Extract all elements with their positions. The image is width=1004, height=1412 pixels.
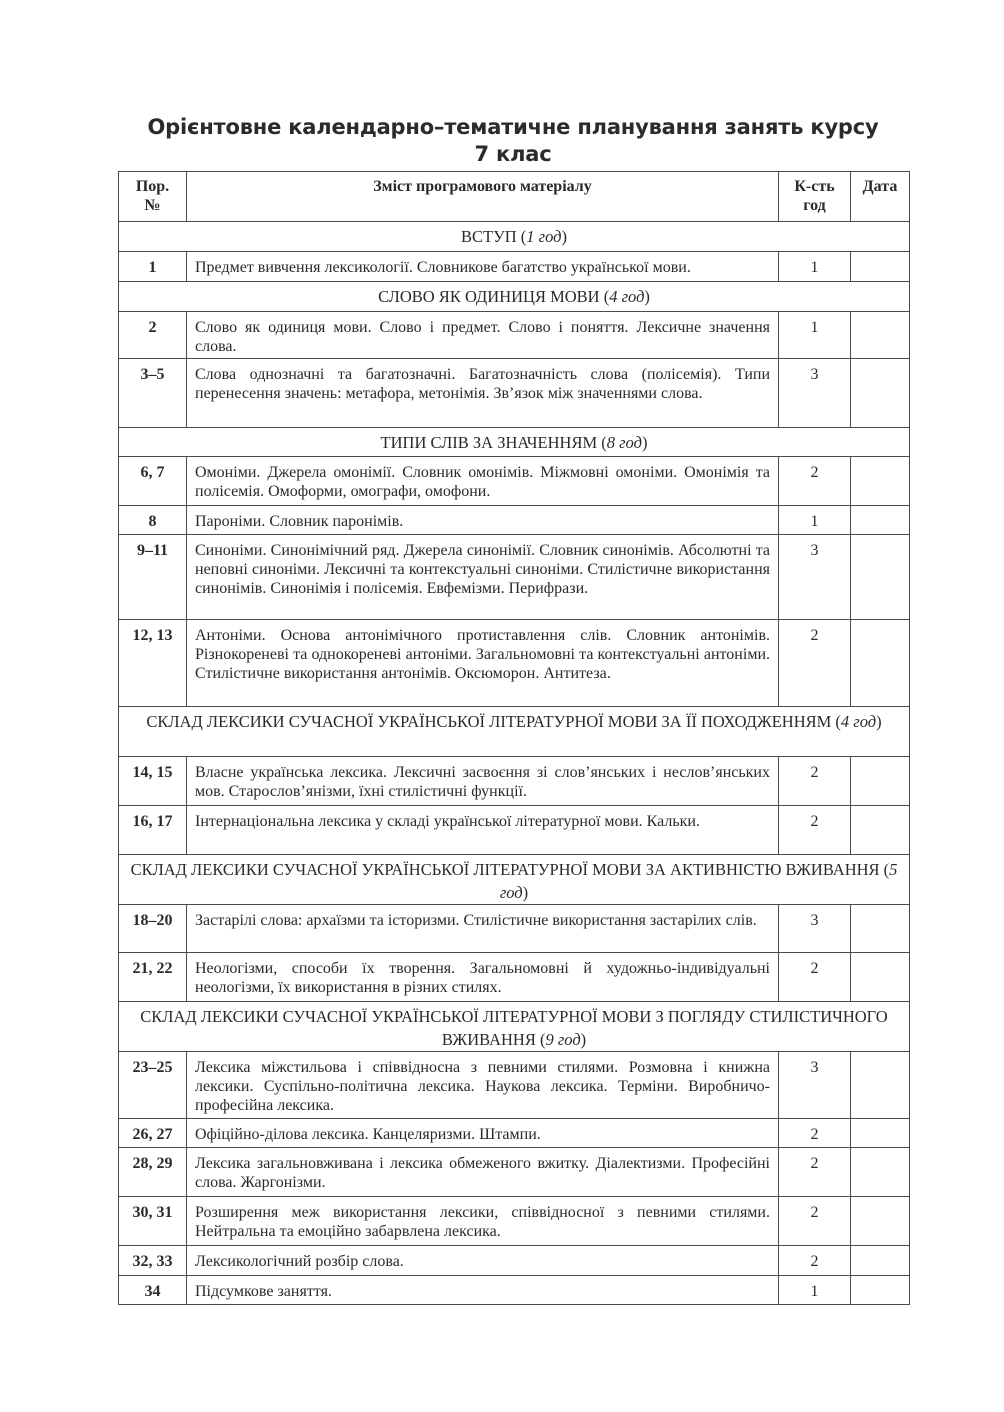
lesson-hours: 2 — [779, 953, 851, 1002]
lesson-date — [851, 953, 910, 1002]
lesson-content: Лексика загальновживана і лексика обмеженого вжитку. Діалектизми. Професійні слова. Жаргонізми. — [187, 1148, 779, 1197]
section-row — [119, 707, 910, 757]
table-row — [119, 1148, 910, 1197]
section-name: ВСТУП ( — [460, 227, 527, 246]
lesson-date — [851, 1276, 910, 1305]
lesson-hours: 1 — [779, 1276, 851, 1305]
lesson-hours: 1 — [779, 312, 851, 359]
lesson-date — [851, 312, 910, 359]
table-row — [119, 1119, 910, 1148]
section-row — [119, 1002, 910, 1052]
lesson-date — [851, 1246, 910, 1276]
section-row — [119, 222, 910, 252]
section-title: СКЛАД ЛЕКСИКИ СУЧАСНОЇ УКРАЇНСЬКОЇ ЛІТЕРАТУРНОЇ МОВИ ЗА АКТИВНІСТЮ ВЖИВАННЯ (5 год) — [119, 855, 910, 905]
lesson-hours: 2 — [779, 1119, 851, 1148]
lesson-content: Інтернаціональна лексика у складі української літературної мови. Кальки. — [187, 806, 779, 855]
section-row — [119, 282, 910, 312]
table-row — [119, 252, 910, 282]
lesson-number: 28, 29 — [119, 1148, 187, 1197]
table-row — [119, 953, 910, 1002]
lesson-hours: 2 — [779, 806, 851, 855]
lesson-number: 9–11 — [119, 535, 187, 620]
lesson-content: Неологізми, способи їх творення. Загальномовні й художньо-індивідуальні неологізми, їх використання в різних стилях. — [187, 953, 779, 1002]
lesson-hours: 2 — [779, 1246, 851, 1276]
page-title — [118, 114, 908, 168]
section-title: ВСТУП (1 год) — [119, 222, 910, 252]
table-row — [119, 1052, 910, 1119]
table-row — [119, 535, 910, 620]
table-row — [119, 1246, 910, 1276]
section-name: ТИПИ СЛІВ ЗА ЗНАЧЕННЯМ ( — [380, 433, 607, 452]
lesson-content: Застарілі слова: архаїзми та історизми. Стилістичне використання застарілих слів. — [187, 905, 779, 953]
lesson-content: Лексикологічний розбір слова. — [187, 1246, 779, 1276]
lesson-content: Пароніми. Словник паронімів. — [187, 506, 779, 535]
lesson-content: Предмет вивчення лексикології. Словникове багатство української мови. — [187, 252, 779, 282]
table-body — [119, 222, 910, 1305]
section-name: СКЛАД ЛЕКСИКИ СУЧАСНОЇ УКРАЇНСЬКОЇ ЛІТЕРАТУРНОЇ МОВИ З ПОГЛЯДУ СТИЛІСТИЧНОГО ВЖИВАННЯ ( — [140, 1007, 888, 1049]
lesson-number: 8 — [119, 506, 187, 535]
section-hours: 4 год — [609, 287, 645, 306]
table-row — [119, 1276, 910, 1305]
lesson-content: Синоніми. Синонімічний ряд. Джерела синонімії. Словник синонімів. Абсолютні та неповні синоніми. Лексичні та контекстуальні синоніми. Стилістичне використання синонімів. Синонімія і полісемія. Евфемізми. Перифрази. — [187, 535, 779, 620]
lesson-hours: 3 — [779, 1052, 851, 1119]
lesson-hours: 3 — [779, 535, 851, 620]
lesson-content: Офіційно-ділова лексика. Канцеляризми. Штампи. — [187, 1119, 779, 1148]
table-row — [119, 806, 910, 855]
lesson-date — [851, 535, 910, 620]
header-hours: К-сть год — [779, 172, 851, 222]
lesson-content: Антоніми. Основа антонімічного протиставлення слів. Словник антонімів. Різнокореневі та однокореневі антоніми. Загальномовні та контекстуальні антоніми. Стилістичне використання антонімів. Оксюморон. Антитеза. — [187, 620, 779, 707]
lesson-hours: 2 — [779, 457, 851, 506]
lesson-number: 14, 15 — [119, 757, 187, 806]
section-hours: 4 год — [840, 712, 877, 731]
lesson-number: 32, 33 — [119, 1246, 187, 1276]
table-row — [119, 1197, 910, 1246]
lesson-number: 2 — [119, 312, 187, 359]
title-line-2: 7 клас — [474, 142, 552, 166]
section-hours: 8 год — [606, 433, 642, 452]
table-row — [119, 757, 910, 806]
table-row — [119, 905, 910, 953]
table-row — [119, 359, 910, 428]
section-name: СКЛАД ЛЕКСИКИ СУЧАСНОЇ УКРАЇНСЬКОЇ ЛІТЕРАТУРНОЇ МОВИ ЗА ЇЇ ПОХОДЖЕННЯМ ( — [146, 712, 841, 731]
lesson-date — [851, 252, 910, 282]
section-hours: 1 год — [526, 227, 562, 246]
lesson-hours: 3 — [779, 905, 851, 953]
section-title: СКЛАД ЛЕКСИКИ СУЧАСНОЇ УКРАЇНСЬКОЇ ЛІТЕРАТУРНОЇ МОВИ З ПОГЛЯДУ СТИЛІСТИЧНОГО ВЖИВАННЯ (9 год) — [119, 1002, 910, 1052]
lesson-date — [851, 1052, 910, 1119]
lesson-hours: 2 — [779, 757, 851, 806]
lesson-date — [851, 359, 910, 428]
section-title: СКЛАД ЛЕКСИКИ СУЧАСНОЇ УКРАЇНСЬКОЇ ЛІТЕРАТУРНОЇ МОВИ ЗА ЇЇ ПОХОДЖЕННЯМ (4 год) — [119, 707, 910, 757]
section-title: ТИПИ СЛІВ ЗА ЗНАЧЕННЯМ (8 год) — [119, 428, 910, 457]
lesson-content: Підсумкове заняття. — [187, 1276, 779, 1305]
section-hours: 9 год — [545, 1030, 581, 1049]
lesson-number: 12, 13 — [119, 620, 187, 707]
section-name: СЛОВО ЯК ОДИНИЦЯ МОВИ ( — [378, 287, 610, 306]
lesson-date — [851, 1197, 910, 1246]
lesson-date — [851, 757, 910, 806]
lesson-date — [851, 1119, 910, 1148]
lesson-date — [851, 1148, 910, 1197]
lesson-date — [851, 620, 910, 707]
lesson-number: 23–25 — [119, 1052, 187, 1119]
lesson-hours: 2 — [779, 620, 851, 707]
planning-table — [118, 171, 910, 1305]
header-content: Зміст програмового матеріалу — [187, 172, 779, 222]
table-row — [119, 620, 910, 707]
lesson-content: Слова однозначні та багатозначні. Багатозначність слова (полісемія). Типи перенесення значень: метафора, метонімія. Зв’язок між значеннями слова. — [187, 359, 779, 428]
header-num: Пор. № — [119, 172, 187, 222]
lesson-number: 1 — [119, 252, 187, 282]
table-header-row — [119, 172, 910, 222]
lesson-content: Лексика міжстильова і співвідносна з певними стилями. Розмовна і книжна лексики. Суспільно-політична лексика. Наукова лексика. Терміни. Виробничо-професійна лексика. — [187, 1052, 779, 1119]
lesson-date — [851, 806, 910, 855]
lesson-hours: 3 — [779, 359, 851, 428]
lesson-content: Омоніми. Джерела омонімії. Словник омонімів. Міжмовні омоніми. Омонімія та полісемія. Омоформи, омографи, омофони. — [187, 457, 779, 506]
table-row — [119, 506, 910, 535]
lesson-number: 6, 7 — [119, 457, 187, 506]
table-row — [119, 312, 910, 359]
lesson-content: Власне українська лексика. Лексичні засвоєння зі слов’янських і неслов’янських мов. Старослов’янізми, їхні стилістичні функції. — [187, 757, 779, 806]
lesson-number: 26, 27 — [119, 1119, 187, 1148]
section-hours: 5 год — [499, 860, 898, 902]
section-name: СКЛАД ЛЕКСИКИ СУЧАСНОЇ УКРАЇНСЬКОЇ ЛІТЕРАТУРНОЇ МОВИ ЗА АКТИВНІСТЮ ВЖИВАННЯ ( — [130, 860, 890, 879]
lesson-number: 16, 17 — [119, 806, 187, 855]
lesson-number: 34 — [119, 1276, 187, 1305]
lesson-hours: 2 — [779, 1197, 851, 1246]
lesson-number: 30, 31 — [119, 1197, 187, 1246]
lesson-number: 18–20 — [119, 905, 187, 953]
lesson-date — [851, 905, 910, 953]
lesson-number: 21, 22 — [119, 953, 187, 1002]
lesson-hours: 1 — [779, 506, 851, 535]
lesson-content: Розширення меж використання лексики, співвідносної з певними стилями. Нейтральна та емоційно забарвлена лексика. — [187, 1197, 779, 1246]
table-row — [119, 457, 910, 506]
section-title: СЛОВО ЯК ОДИНИЦЯ МОВИ (4 год) — [119, 282, 910, 312]
lesson-number: 3–5 — [119, 359, 187, 428]
header-date: Дата — [851, 172, 910, 222]
lesson-hours: 2 — [779, 1148, 851, 1197]
lesson-hours: 1 — [779, 252, 851, 282]
lesson-date — [851, 506, 910, 535]
section-row — [119, 855, 910, 905]
title-line-1: Орієнтовне календарно–тематичне планування занять курсу — [147, 115, 879, 139]
section-row — [119, 428, 910, 457]
lesson-date — [851, 457, 910, 506]
lesson-content: Слово як одиниця мови. Слово і предмет. Слово і поняття. Лексичне значення слова. — [187, 312, 779, 359]
